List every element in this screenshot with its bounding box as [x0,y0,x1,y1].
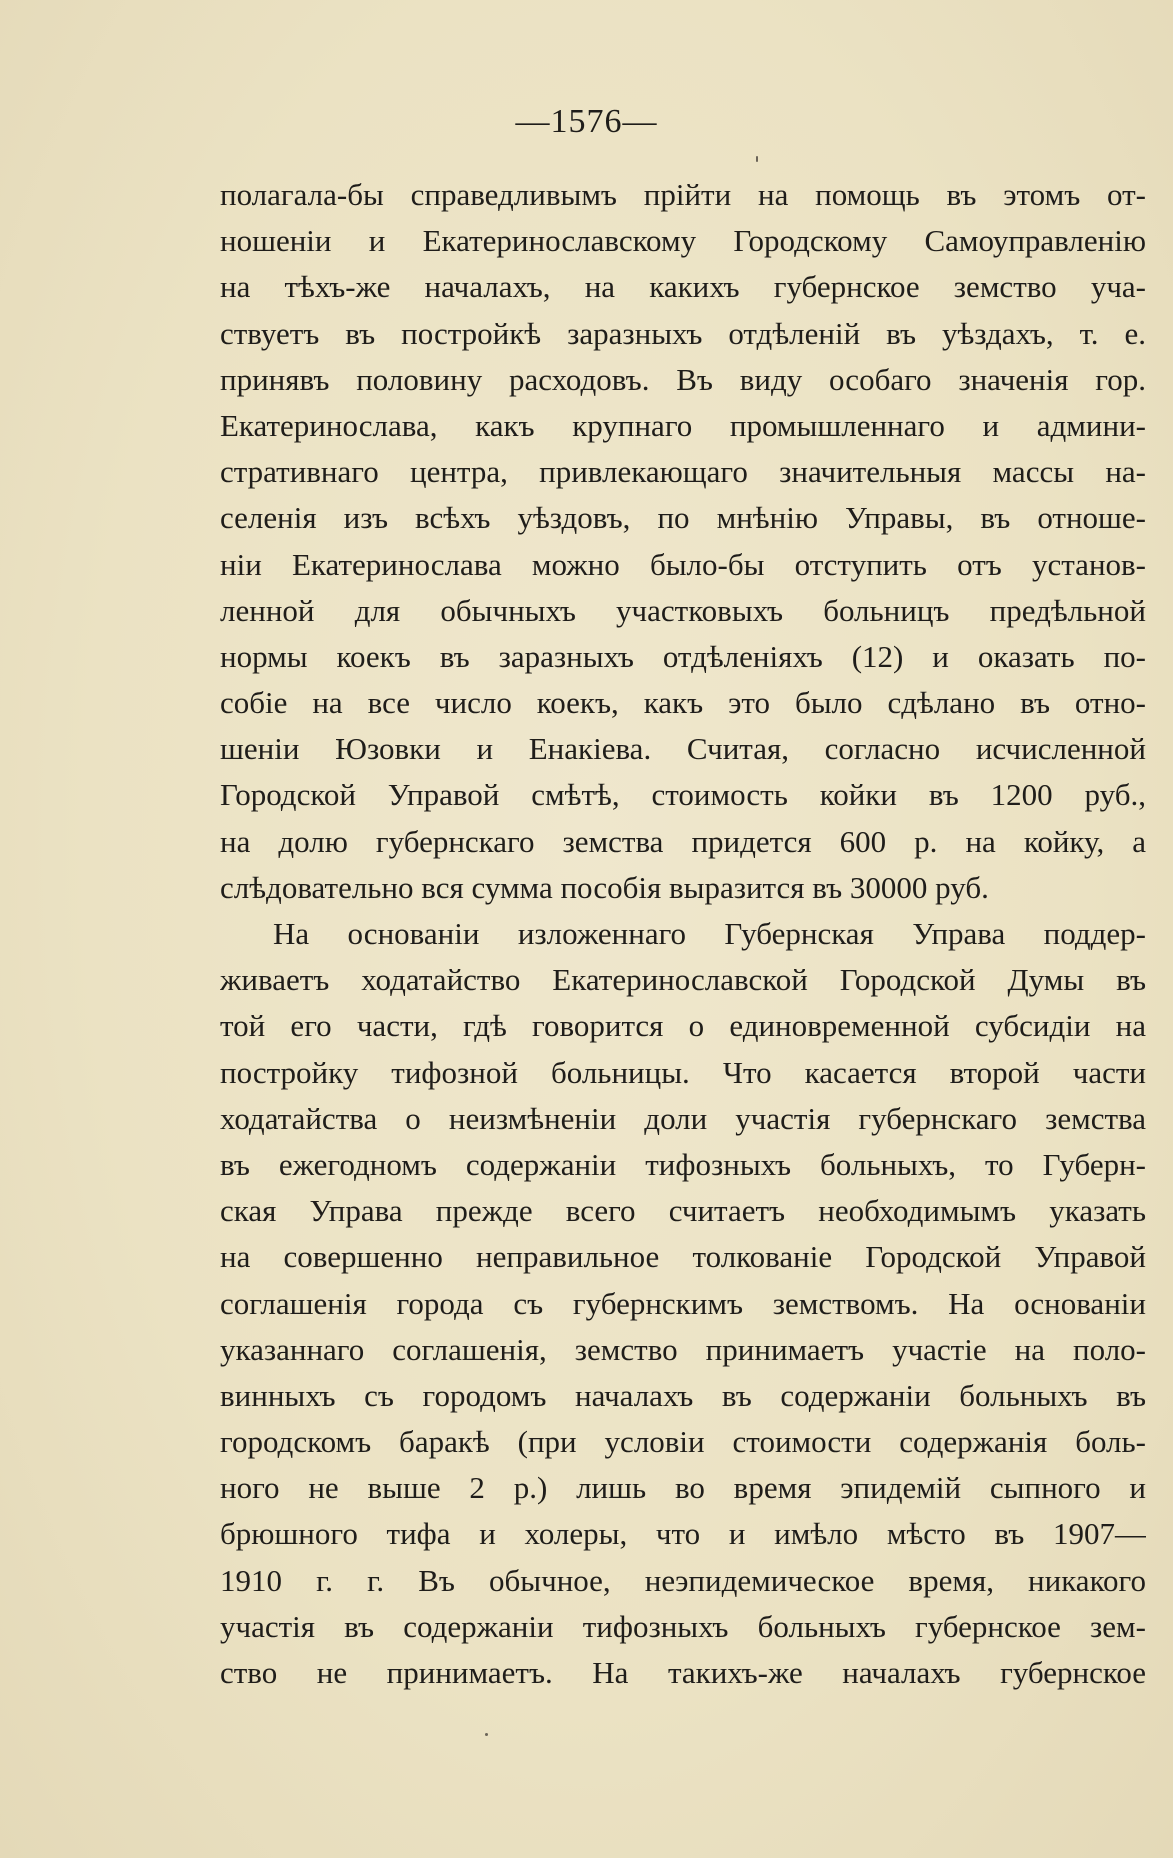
text-line: указаннаго соглашенія, земство принимаетъ участіе на поло- [220,1331,1146,1367]
text-line: стративнаго центра, привлекающаго значительныя массы на- [220,454,1146,490]
body-text [220,172,1146,1696]
text-line: полагала-бы справедливымъ прійти на помощь въ этомъ от- [220,177,1146,212]
text-line: на совершенно неправильное толкованіе Городской Управой [220,1239,1146,1275]
text-line: ношеніи и Екатеринославскому Городскому Самоуправленію [220,223,1146,259]
text-line: принявъ половину расходовъ. Въ виду особаго значенія гор. [220,361,1146,397]
text-line: ніи Екатеринослава можно было-бы отступить отъ установ- [220,546,1146,582]
text-line: 1910 г. г. Въ обычное, неэпидемическое время, никакого [220,1562,1146,1598]
text-line: живаетъ ходатайство Екатеринославской Городской Думы въ [220,962,1146,998]
paragraph-end-line: слѣдовательно вся сумма пособія выразится въ 30000 руб. [220,869,989,905]
paragraph-start-line: На основаніи изложеннаго Губернская Управа поддер- [273,916,1146,951]
text-line: той его части, гдѣ говорится о единовременной субсидіи на [220,1008,1146,1044]
text-line: участія въ содержаніи тифозныхъ больныхъ губернское зем- [220,1608,1146,1644]
paper-speck [485,1733,488,1736]
text-line: на тѣхъ-же началахъ, на какихъ губернское земство уча- [220,269,1146,305]
text-line: брюшного тифа и холеры, что и имѣло мѣсто въ 1907— [220,1516,1146,1552]
text-line: нормы коекъ въ заразныхъ отдѣленіяхъ (12) и оказать по- [220,638,1146,674]
text-line: постройку тифозной больницы. Что касается второй части [220,1054,1146,1090]
text-line: селенія изъ всѣхъ уѣздовъ, по мнѣнію Управы, въ отноше- [220,500,1146,536]
text-line: соглашенія города съ губернскимъ земствомъ. На основаніи [220,1285,1146,1321]
page-number: —1576— [515,103,658,140]
text-line: ская Управа прежде всего считаетъ необходимымъ указать [220,1193,1146,1229]
paper-speck [756,156,758,162]
text-line: въ ежегодномъ содержаніи тифозныхъ больныхъ, то Губерн- [220,1146,1146,1182]
text-line: ленной для обычныхъ участковыхъ больницъ предѣльной [220,592,1146,628]
text-line: ного не выше 2 р.) лишь во время эпидемій сыпного и [220,1470,1146,1506]
text-line: ство не принимаетъ. На такихъ-же началахъ губернское [220,1655,1146,1690]
text-line: Городской Управой смѣтѣ, стоимость койки въ 1200 руб., [220,777,1146,813]
text-line: ходатайства о неизмѣненіи доли участія губернскаго земства [220,1100,1146,1136]
text-line: винныхъ съ городомъ началахъ въ содержаніи больныхъ въ [220,1377,1146,1413]
text-line: Екатеринослава, какъ крупнаго промышленнаго и админи- [220,407,1146,443]
text-line: городскомъ баракѣ (при условіи стоимости содержанія боль- [220,1424,1146,1460]
text-line: на долю губернскаго земства придется 600 р. на койку, а [220,823,1146,859]
text-line: шеніи Юзовки и Енакіева. Считая, согласно исчисленной [220,731,1146,767]
text-line: ствуетъ въ постройкѣ заразныхъ отдѣленій въ уѣздахъ, т. е. [220,315,1146,351]
text-line: собіе на все число коекъ, какъ это было сдѣлано въ отно- [220,685,1146,721]
